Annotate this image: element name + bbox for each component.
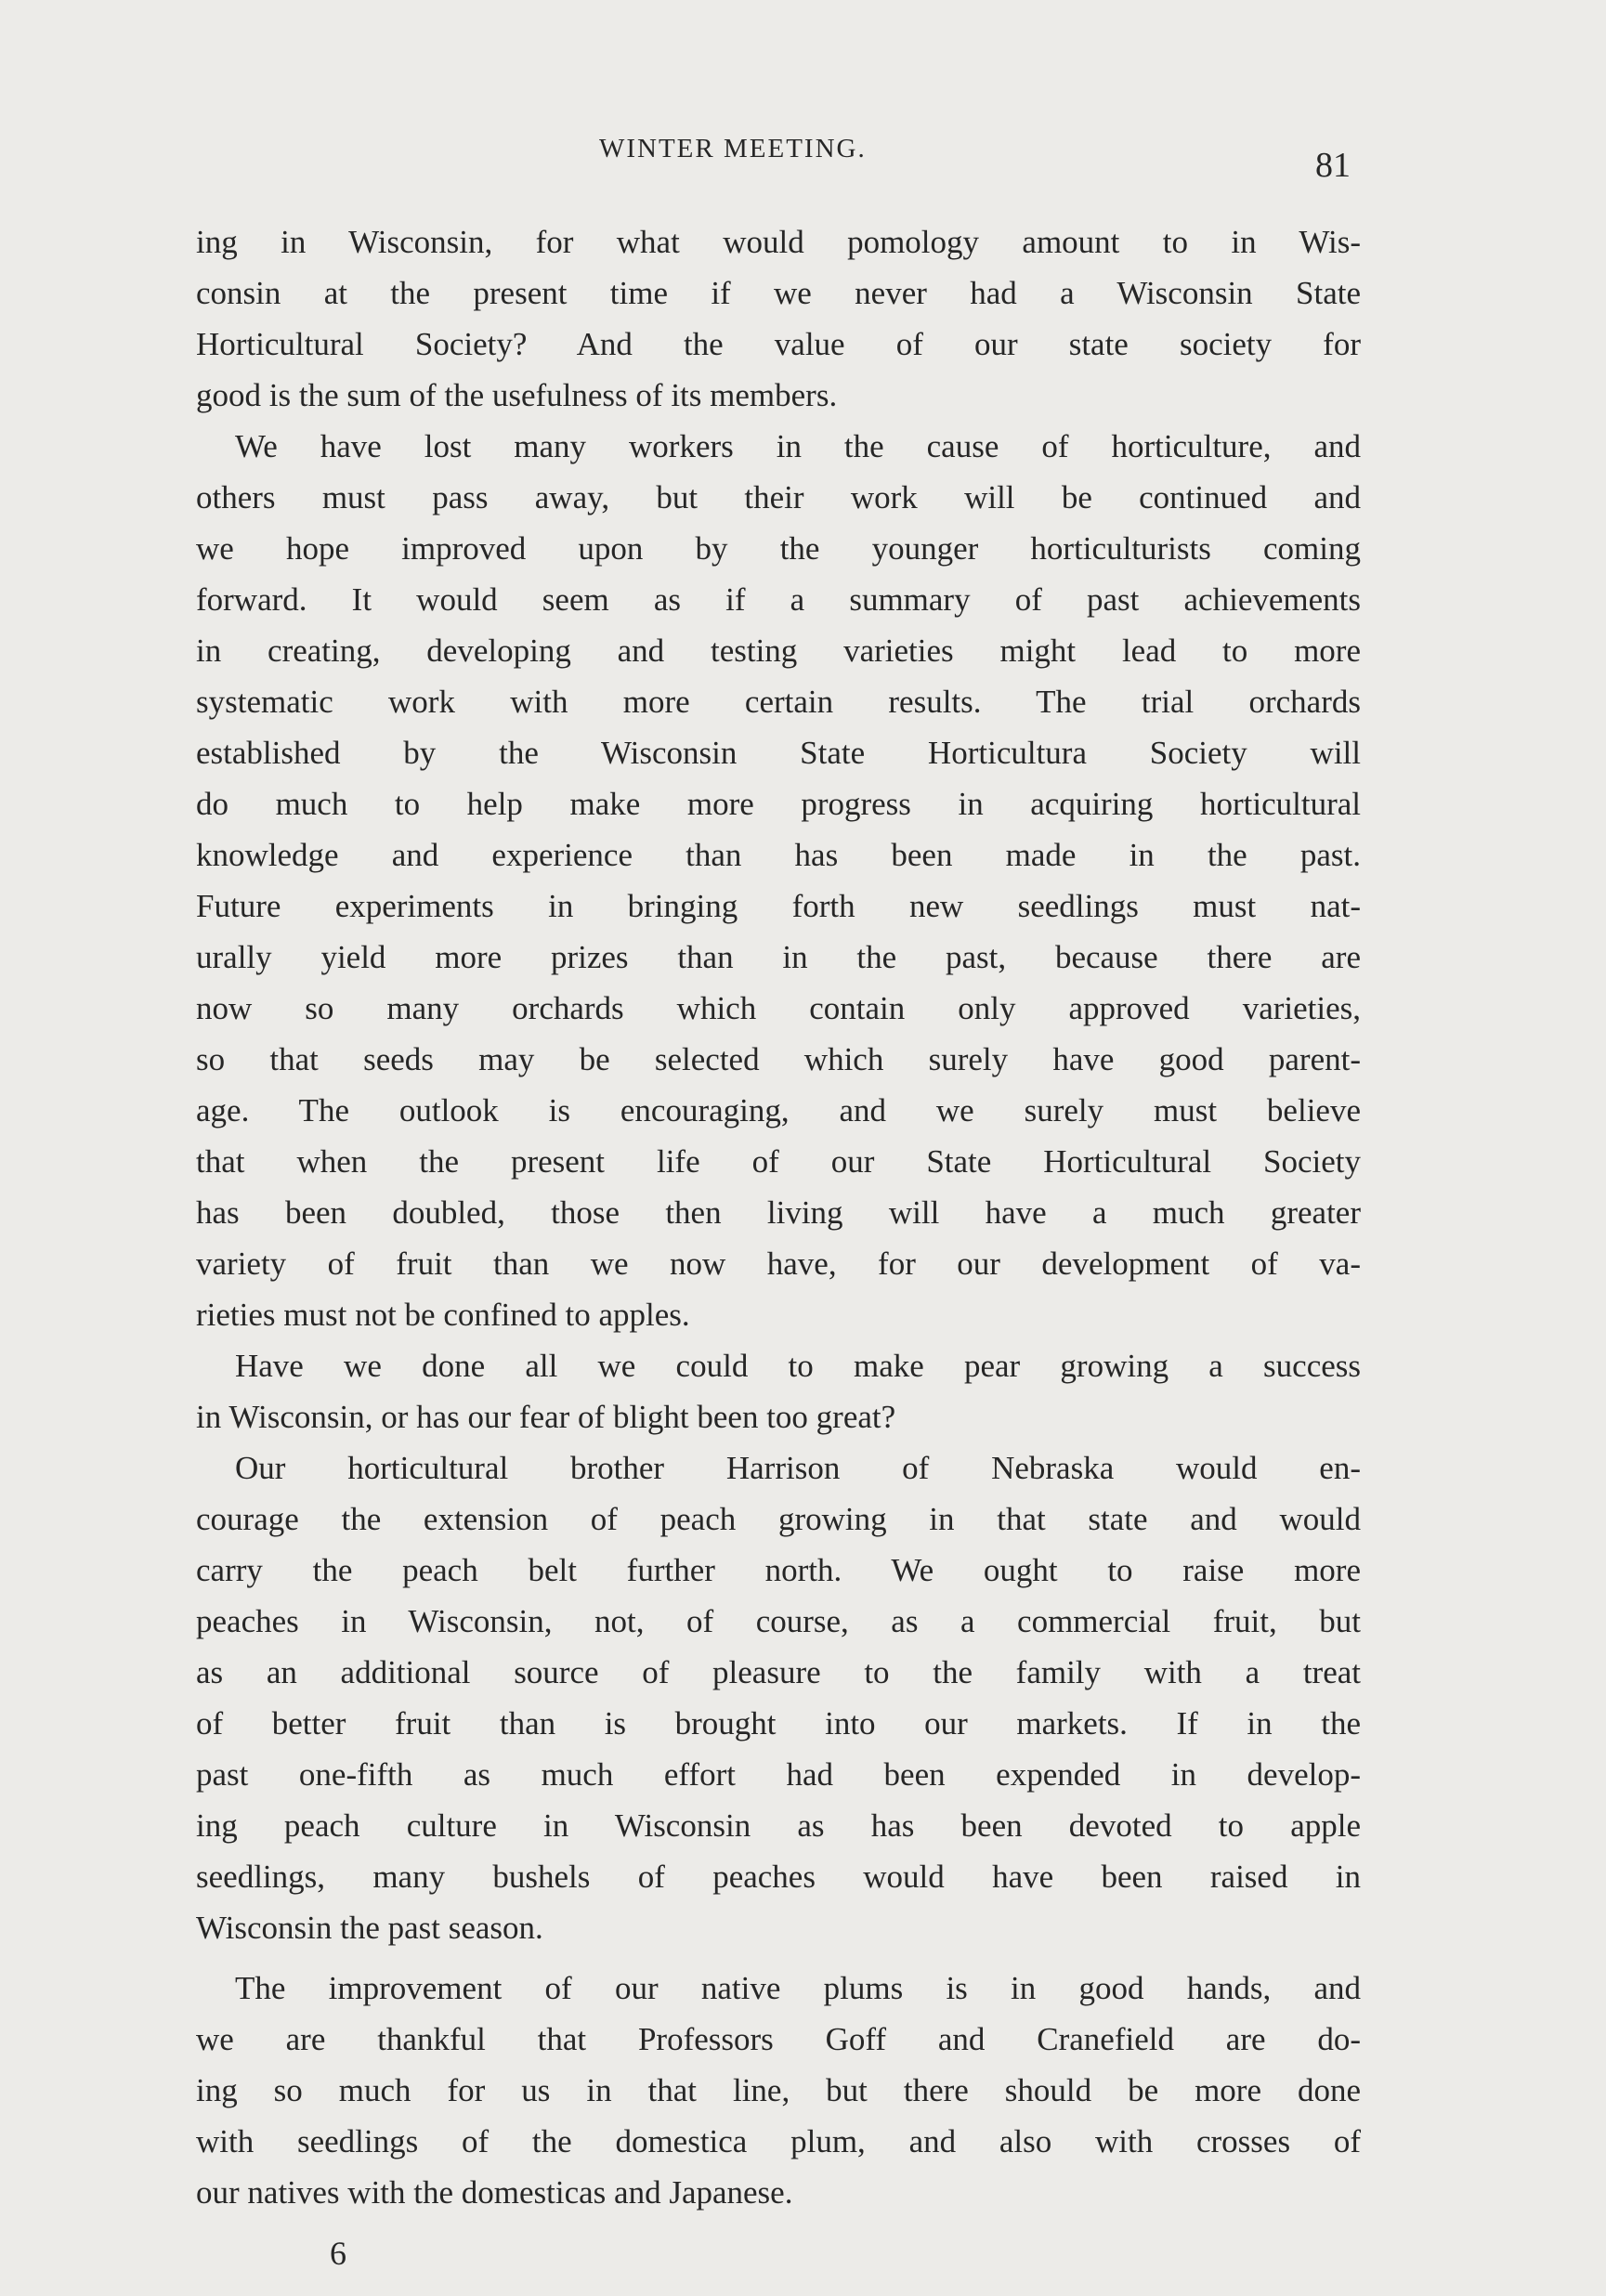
- text-line: Horticultural Society? And the value of our state society for: [196, 326, 1361, 362]
- text-line: established by the Wisconsin State Horticultura Society will: [196, 735, 1361, 771]
- text-line: we are thankful that Professors Goff and Cranefield are do-: [196, 2021, 1361, 2057]
- body-text: [196, 216, 1361, 2218]
- text-line: seedlings, many bushels of peaches would have been raised in: [196, 1859, 1361, 1895]
- text-line: variety of fruit than we now have, for our development of va-: [196, 1246, 1361, 1282]
- text-line: age. The outlook is encouraging, and we surely must believe: [196, 1092, 1361, 1128]
- text-line: as an additional source of pleasure to the family with a treat: [196, 1654, 1361, 1690]
- text-line: our natives with the domesticas and Japanese.: [196, 2174, 793, 2211]
- text-line: Our horticultural brother Harrison of Nebraska would en-: [235, 1450, 1361, 1486]
- text-line: ing peach culture in Wisconsin as has been devoted to apple: [196, 1807, 1361, 1844]
- text-line: courage the extension of peach growing in that state and would: [196, 1501, 1361, 1537]
- text-line: knowledge and experience than has been made in the past.: [196, 837, 1361, 873]
- text-line: systematic work with more certain results. The trial orchards: [196, 684, 1361, 720]
- text-line: We have lost many workers in the cause of horticulture, and: [235, 428, 1361, 464]
- text-line: forward. It would seem as if a summary of past achievements: [196, 581, 1361, 618]
- text-line: has been doubled, those then living will have a much greater: [196, 1194, 1361, 1231]
- text-line: Have we done all we could to make pear growing a success: [235, 1348, 1361, 1384]
- signature-mark: 6: [330, 2235, 346, 2272]
- text-line: in creating, developing and testing varieties might lead to more: [196, 633, 1361, 669]
- text-line: good is the sum of the usefulness of its members.: [196, 377, 838, 413]
- text-line: we hope improved upon by the younger horticulturists coming: [196, 530, 1361, 567]
- running-head: WINTER MEETING.: [599, 134, 867, 163]
- text-line: peaches in Wisconsin, not, of course, as a commercial fruit, but: [196, 1603, 1361, 1639]
- text-line: urally yield more prizes than in the past, because there are: [196, 939, 1361, 975]
- text-line: with seedlings of the domestica plum, and also with crosses of: [196, 2123, 1361, 2159]
- text-line: do much to help make more progress in acquiring horticultural: [196, 786, 1361, 822]
- text-line: in Wisconsin, or has our fear of blight been too great?: [196, 1399, 896, 1435]
- text-line: The improvement of our native plums is in good hands, and: [235, 1970, 1361, 2006]
- text-line: that when the present life of our State Horticultural Society: [196, 1143, 1361, 1180]
- text-line: others must pass away, but their work will be continued and: [196, 479, 1361, 515]
- text-line: so that seeds may be selected which surely have good parent-: [196, 1041, 1361, 1077]
- text-line: consin at the present time if we never had a Wisconsin State: [196, 275, 1361, 311]
- text-line: of better fruit than is brought into our markets. If in the: [196, 1705, 1361, 1742]
- text-line: rieties must not be confined to apples.: [196, 1297, 690, 1333]
- text-line: carry the peach belt further north. We ought to raise more: [196, 1552, 1361, 1588]
- text-line: past one-fifth as much effort had been expended in develop-: [196, 1756, 1361, 1793]
- text-line: ing in Wisconsin, for what would pomology amount to in Wis-: [196, 224, 1361, 260]
- text-line: ing so much for us in that line, but there should be more done: [196, 2072, 1361, 2108]
- text-line: Wisconsin the past season.: [196, 1910, 543, 1946]
- page-number: 81: [1315, 146, 1351, 185]
- text-line: now so many orchards which contain only approved varieties,: [196, 990, 1361, 1026]
- text-line: Future experiments in bringing forth new seedlings must nat-: [196, 888, 1361, 924]
